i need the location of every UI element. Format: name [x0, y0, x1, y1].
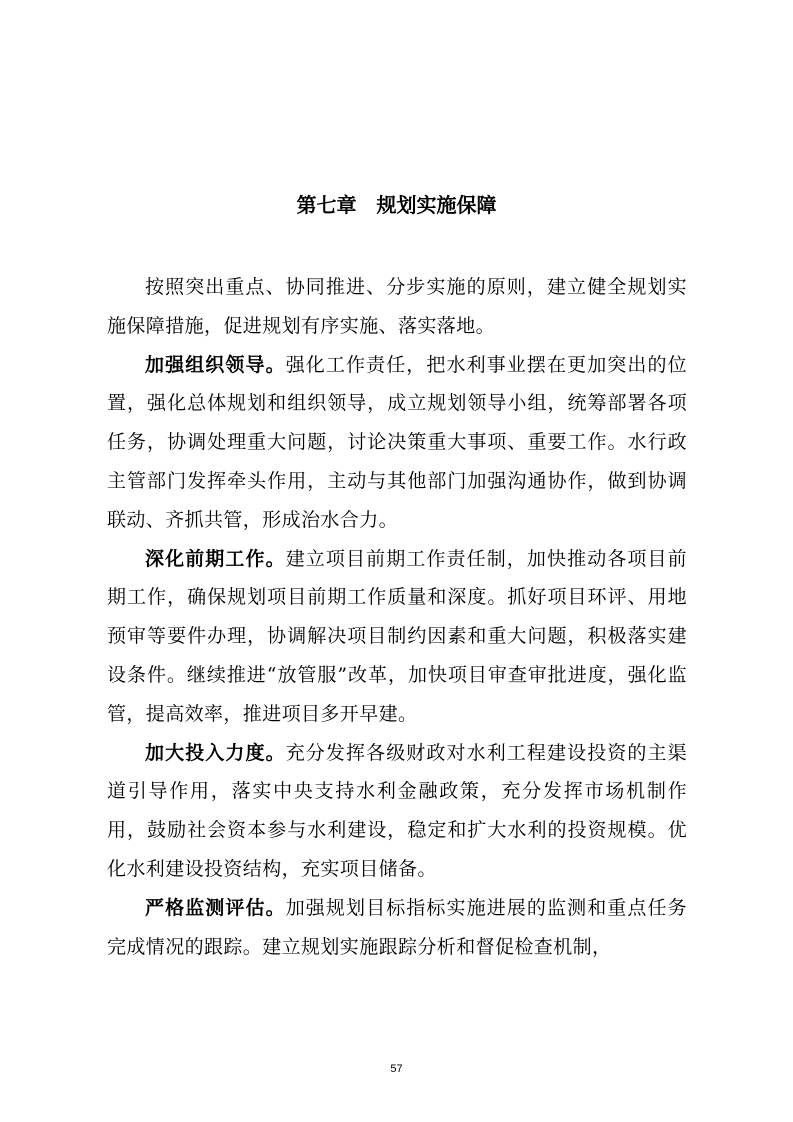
section-text: 充分发挥各级财政对水利工程建设投资的主渠道引导作用，落实中央支持水利金融政策，充分发挥市场机制作用，鼓励社会资本参与水利建设，稳定和扩大水利的投资规模。优化水利建设投资结构，充实项目储备。 — [107, 741, 687, 880]
section-heading: 深化前期工作。 — [145, 547, 286, 570]
section-text: 加强规划目标指标实施进展的监测和重点任务完成情况的跟踪。建立规划实施跟踪分析和督促检查机制， — [107, 896, 687, 958]
section-paragraph-preliminary-work — [107, 540, 687, 734]
section-text: 强化工作责任，把水利事业摆在更加突出的位置，强化总体规划和组织领导，成立规划领导小组，统筹部署各项任务，协调处理重大问题，讨论决策重大事项、重要工作。水行政主管部门发挥牵头作用，主动与其他部门加强沟通协作，做到协调联动、齐抓共管，形成治水合力。 — [107, 353, 687, 531]
section-paragraph-organization — [107, 346, 687, 540]
intro-paragraph: 按照突出重点、协同推进、分步实施的原则，建立健全规划实施保障措施，促进规划有序实施、落实落地。 — [107, 276, 687, 337]
page-number: 57 — [390, 1063, 403, 1075]
chapter-title: 第七章 规划实施保障 — [296, 193, 497, 217]
body-text — [107, 268, 687, 966]
section-heading: 加强组织领导。 — [145, 353, 286, 376]
section-paragraph-investment — [107, 734, 687, 889]
section-paragraph-monitoring — [107, 889, 687, 967]
section-heading: 严格监测评估。 — [145, 896, 286, 919]
section-heading: 加大投入力度。 — [145, 741, 286, 764]
section-text: 建立项目前期工作责任制，加快推动各项目前期工作，确保规划项目前期工作质量和深度。抓好项目环评、用地预审等要件办理，协调解决项目制约因素和重大问题，积极落实建设条件。继续推进“放管服”改革，加快项目审查审批进度，强化监管，提高效率，推进项目多开早建。 — [107, 547, 687, 725]
